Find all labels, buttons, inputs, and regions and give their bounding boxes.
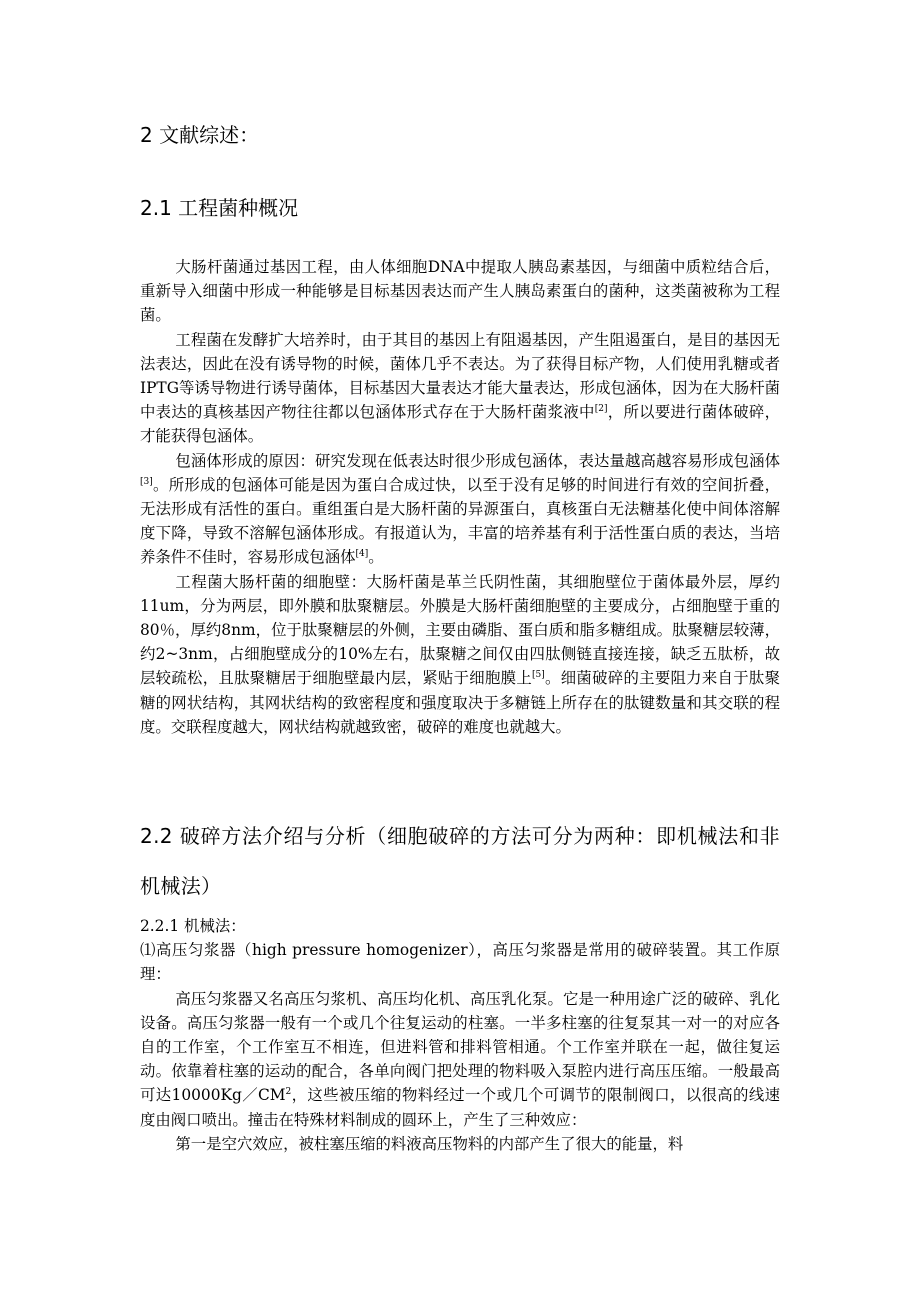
subsection-2-2-1-title: 2.2.1 机械法： [140,917,246,935]
item-high-pressure-homogenizer: ⑴高压匀浆器（high pressure homogenizer），高压匀浆器是常用的破碎装置。其工作原理： [140,941,780,984]
paragraph-cavitation-effect: 第一是空穴效应，被柱塞压缩的料液高压物料的内部产生了很大的能量，料 [175,1134,684,1153]
citation-ref: [2] [594,404,608,415]
citation-ref: [4] [355,549,369,560]
section-title: 2 文献综述： [140,123,260,147]
citation-ref: [5] [532,670,545,681]
paragraph-2-1-fermentation: 工程菌在发酵扩大培养时，由于其目的基因上有阻遏基因，产生阻遏蛋白，是目的基因无法表达，因此在没有诱导物的时候，菌体几乎不表达。为了获得目标产物，人们使用乳糖或者IPTG等诱导物进行诱导菌体，目标基因大量表达才能大量表达，形成包涵体，因为在大肠杆菌中表达的真核基因产物往往都以包涵体形式存在于大肠杆菌浆液中[2]，所以要进行菌体破碎，才能获得包涵体。 [140,330,780,446]
citation-ref: [3] [140,476,153,487]
section-2-1-title: 2.1 工程菌种概况 [140,196,299,220]
paragraph-2-1-inclusion-body: 包涵体形成的原因：研究发现在低表达时很少形成包涵体，表达量越高越容易形成包涵体[3]。所形成的包涵体可能是因为蛋白合成过快，以至于没有足够的时间进行有效的空间折叠，无法形成有活性的蛋白。重组蛋白是大肠杆菌的异源蛋白，真核蛋白无法糖基化使中间体溶解度下降，导致不溶解包涵体形成。有报道认为，丰富的培养基有利于活性蛋白质的表达，当培养条件不佳时，容易形成包涵体[4]。 [140,451,780,567]
paragraph-2-1-intro: 大肠杆菌通过基因工程，由人体细胞DNA中提取人胰岛素基因，与细菌中质粒结合后，重新导入细菌中形成一种能够是目标基因表达而产生人胰岛素蛋白的菌种，这类菌被称为工程菌。 [140,258,780,325]
section-2-2-title: 2.2 破碎方法介绍与分析（细胞破碎的方法可分为两种：即机械法和非机械法） [140,824,780,898]
superscript: 2 [285,1087,292,1098]
section-2-1-body [140,255,780,739]
paragraph-2-1-cell-wall: 工程菌大肠杆菌的细胞壁：大肠杆菌是革兰氏阴性菌，其细胞壁位于菌体最外层，厚约11um，分为两层，即外膜和肽聚糖层。外膜是大肠杆菌细胞壁的主要成分，占细胞壁于重的80％，厚约8nm，位于肽聚糖层的外侧，主要由磷脂、蛋白质和脂多糖组成。肽聚糖层较薄，约2~3nm，占细胞壁成分的10%左右，肽聚糖之间仅由四肽侧链直接连接，缺乏五肽桥，故层较疏松，且肽聚糖居于细胞壁最内层，紧贴于细胞膜上[5]。细菌破碎的主要阻力来自于肽聚糖的网状结构，其网状结构的致密程度和强度取决于多糖链上所存在的肽键数量和其交联的程度。交联程度越大，网状结构就越致密，破碎的难度也就越大。 [140,572,780,736]
paragraph-homogenizer-principle: 高压匀浆器又名高压匀浆机、高压均化机、高压乳化泵。它是一种用途广泛的破碎、乳化设备。高压匀浆器一般有一个或几个往复运动的柱塞。一半多柱塞的往复泵其一对一的对应各自的工作室，个工作室互不相连，但进料管和排料管相通。个工作室并联在一起，做往复运动。依靠着柱塞的运动的配合，各单向阀门把处理的物料吸入泵腔内进行高压压缩。一般最高可达$10000Kg/CM^2$，这些被压缩的物料经过一个或几个可调节的限制阀口，以很高的线速度由阀口喷出。撞击在特殊材料制成的圆环上，产生了三种效应： [140,989,780,1129]
section-2-2-1-body [140,914,780,1156]
